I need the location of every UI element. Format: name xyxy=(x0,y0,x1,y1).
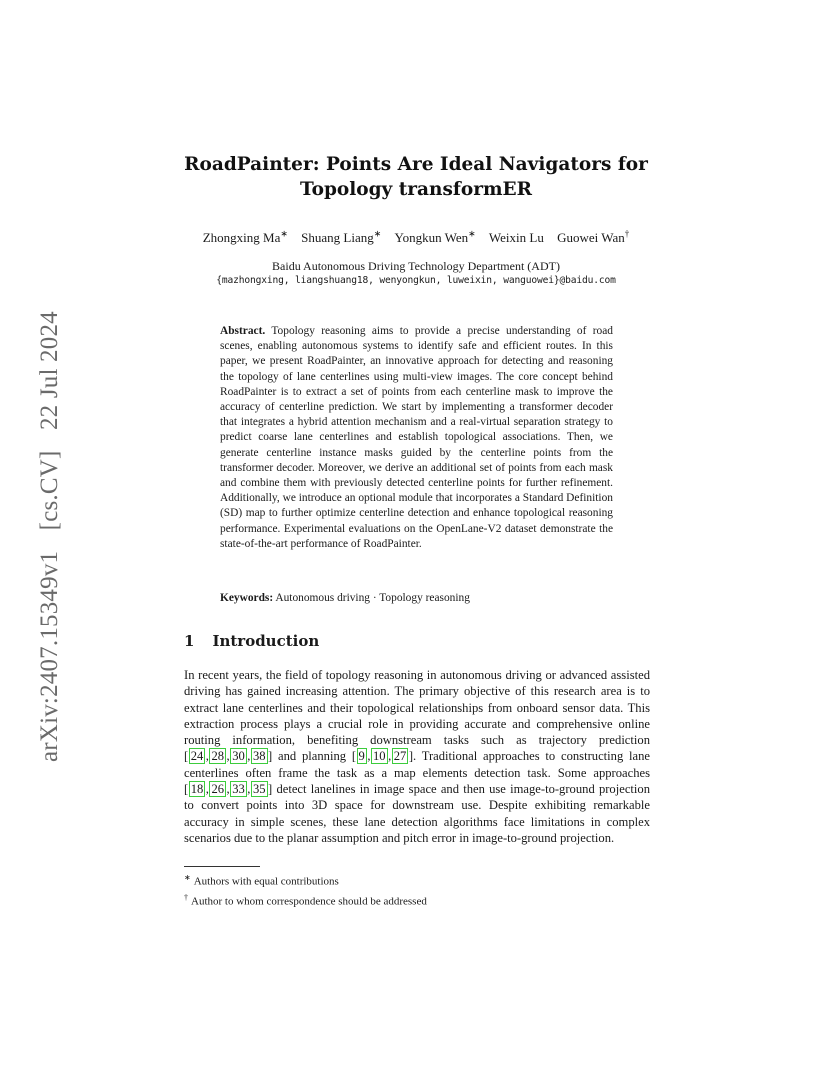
keywords-text: Autonomous driving · Topology reasoning xyxy=(275,592,470,604)
arxiv-id[interactable]: arXiv:2407.15349v1 xyxy=(36,550,63,762)
intro-text-2: and planning xyxy=(272,749,352,764)
author-emails: {mazhongxing, liangshuang18, wenyongkun, luweixin, wanguowei}@baidu.com xyxy=(216,275,616,286)
section-heading-introduction xyxy=(184,632,319,650)
author: Yongkun Wen∗ xyxy=(394,229,476,246)
intro-text-3: . Traditional approaches to constructing lane centerlines often frame the task as a map elements detection task. Some approaches xyxy=(184,749,650,780)
abstract-text: Topology reasoning aims to provide a precise understanding of road scenes, enabling autonomous systems to identify safe and efficient routes. In this paper, we present RoadPainter, an innovative approach for detecting and reasoning the topology of lane centerlines using multi-view images. The core concept behind RoadPainter is to extract a set of points from each centerline mask to improve the accuracy of centerline prediction. We start by implementing a transformer decoder that integrates a hybrid attention mechanism and a real-virtual separation strategy to predict coarse lane centerlines and establish topological associations. Then, we generate centerline instance masks guided by the centerline points from the transformer decoder. Moreover, we derive an additional set of points from each mask and combine them with previously detected centerline points for further refinement. Additionally, we introduce an optional module that incorporates a Standard Definition (SD) map to further optimize centerline detection and enhance topological reasoning performance. Experimental evaluations on the OpenLane-V2 dataset demonstrate the state-of-the-art performance of RoadPainter. xyxy=(220,325,613,550)
affiliation: Baidu Autonomous Driving Technology Department (ADT) xyxy=(272,259,560,273)
author-list xyxy=(150,229,682,246)
footnote-divider xyxy=(184,866,260,867)
title-line-2: Topology transformER xyxy=(300,179,532,200)
keywords-label: Keywords: xyxy=(220,592,274,604)
citation-link[interactable]: 10 xyxy=(372,749,386,764)
citation-link[interactable]: 30 xyxy=(232,749,245,764)
author: Guowei Wan† xyxy=(557,229,630,246)
arxiv-stamp xyxy=(36,297,64,762)
citation-link[interactable]: 38 xyxy=(252,749,266,764)
arxiv-date: 22 Jul 2024 xyxy=(36,311,63,431)
citation-link[interactable]: 35 xyxy=(252,782,266,797)
title-line-1: RoadPainter: Points Are Ideal Navigators for xyxy=(184,154,648,175)
abstract-label: Abstract. xyxy=(220,325,266,337)
intro-text-4: detect lanelines in image space and then use image-to-ground projection to convert points into 3D space for downstream use. Despite exhibiting remarkable accuracy in simple scenes, these lane detection algorithms face limitations in complex scenarios due to the planar assumption and pitch error in image-to-ground projection. xyxy=(184,782,650,845)
introduction-paragraph: In recent years, the field of topology reasoning in autonomous driving or advanced assisted driving has gained increasing attention. The primary objective of this research area is to extract lane centerlines and their topological relationships from onboard sensor data. This extraction process plays a crucial role in providing accurate and comprehensive online routing information, benefiting downstream tasks such as trajectory prediction [ 24 , 28 , 30 , 38 ] and planning [ 9 , 10 , 27 ]. Traditional approaches to constructing lane centerlines often frame the task as a map elements detection task. Some approaches [ 18 , 26 , 33 , 35 ] detect lanelines in image space and then use image-to-ground projection to convert points into 3D space for downstream use. Despite exhibiting remarkable accuracy in simple scenes, these lane detection algorithms face limitations in complex scenarios due to the planar assumption and pitch error in image-to-ground projection. xyxy=(184,668,650,845)
abstract xyxy=(220,324,613,552)
citation-link[interactable]: 26 xyxy=(211,782,225,797)
footnotes xyxy=(184,870,427,910)
paper-title xyxy=(150,152,682,202)
author: Zhongxing Ma∗ xyxy=(202,229,288,246)
citation-link[interactable]: 28 xyxy=(211,749,225,764)
citation-link[interactable]: 27 xyxy=(393,749,407,764)
footnote-correspondence: † Author to whom correspondence should be addressed xyxy=(184,893,427,908)
citation-link[interactable]: 9 xyxy=(358,749,365,764)
citation-link[interactable]: 18 xyxy=(190,782,204,797)
keywords xyxy=(220,592,613,604)
author: Shuang Liang∗ xyxy=(301,229,382,246)
section-title: Introduction xyxy=(212,632,320,650)
footnote-equal-contribution: ∗ Authors with equal contributions xyxy=(184,873,339,888)
arxiv-category: [cs.CV] xyxy=(36,450,63,531)
intro-text-1: In recent years, the field of topology reasoning in autonomous driving or advanced assisted driving has gained increasing attention. The primary objective of this research area is to extract lane centerlines and their topological relationships from onboard sensor data. This extraction process plays a crucial role in providing accurate and comprehensive online routing information, benefiting downstream tasks such as trajectory prediction xyxy=(184,668,650,748)
citation-link[interactable]: 24 xyxy=(190,749,204,764)
author: Weixin Lu xyxy=(488,230,544,246)
citation-link[interactable]: 33 xyxy=(232,782,245,797)
section-number: 1 xyxy=(184,632,195,650)
